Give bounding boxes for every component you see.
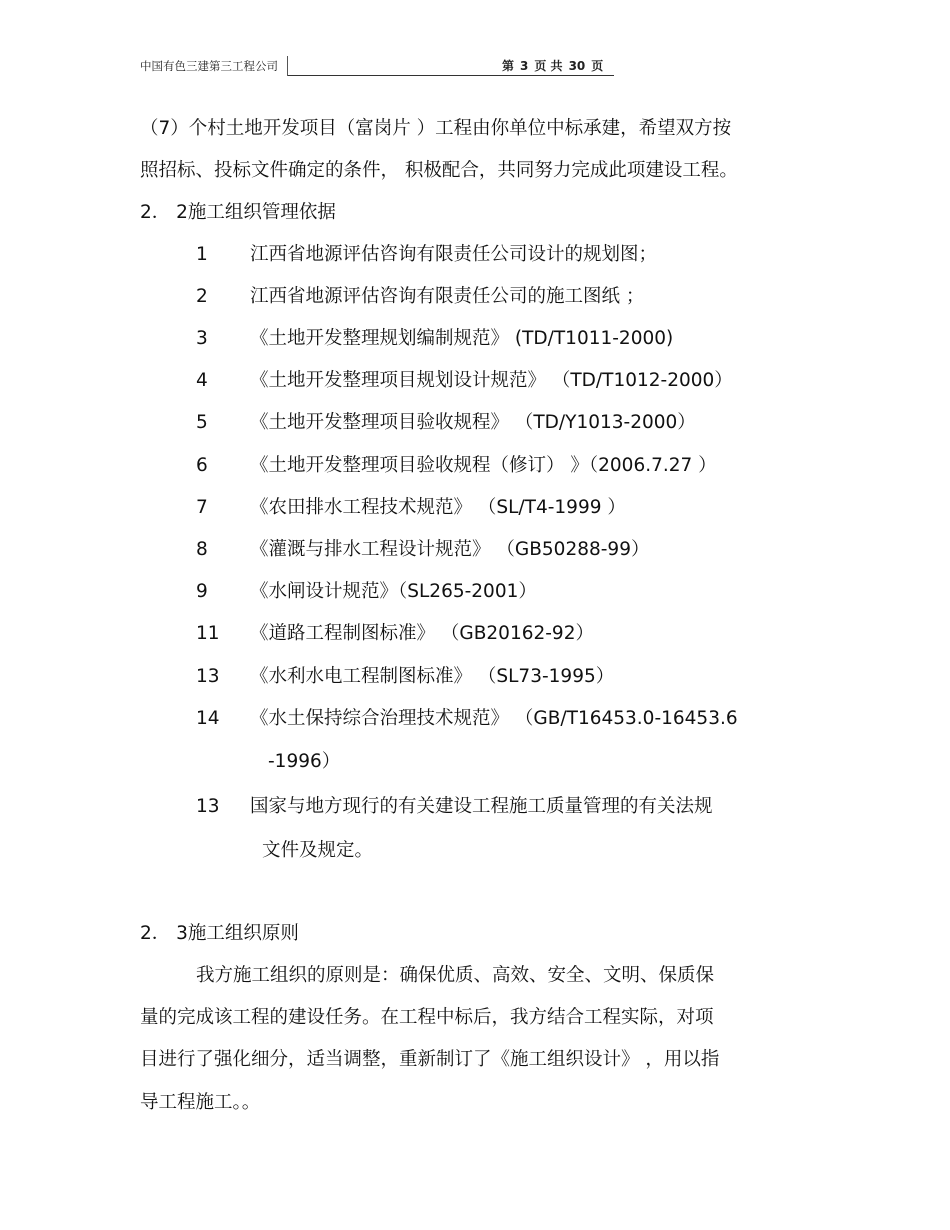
page-number (502, 57, 603, 74)
page-total: 30 (568, 59, 586, 73)
page-label-post: 页 (591, 59, 604, 73)
company-name: 中国有色三建第三工程公司 (140, 59, 278, 73)
list-item-text: 《农田排水工程技术规范》 （SL/T4-1999 ） (250, 497, 626, 518)
list-item-text: 《土地开发整理项目验收规程》 （TD/Y1013-2000） (250, 412, 696, 433)
list-item-continuation: 文件及规定。 (262, 840, 374, 861)
page-header (140, 56, 614, 78)
list-item-number: 2 (196, 286, 208, 307)
list-item-text: 国家与地方现行的有关建设工程施工质量管理的有关法规 (250, 796, 713, 817)
intro-line-1: （7）个村土地开发项目（富岗片 ）工程由你单位中标承建，希望双方按 (140, 118, 732, 139)
list-item-text: 江西省地源评估咨询有限责任公司设计的规划图； (250, 244, 658, 265)
header-separator (287, 56, 288, 76)
list-item-number: 3 (196, 328, 208, 349)
list-item-text: 《水利水电工程制图标准》 （SL73-1995） (250, 666, 615, 687)
list-item-number: 8 (196, 539, 208, 560)
list-item-text: 《土地开发整理项目验收规程（修订） 》（2006.7.27 ） (250, 455, 717, 476)
list-item-continuation: -1996） (268, 751, 341, 772)
list-item-number: 4 (196, 370, 208, 391)
section-22-heading: 2． 2施工组织管理依据 (140, 202, 336, 223)
page-label-pre: 第 (502, 59, 515, 73)
list-item-number: 7 (196, 497, 208, 518)
principle-line-4: 导工程施工。。 (140, 1092, 261, 1113)
list-item-number: 9 (196, 581, 208, 602)
list-item-number: 14 (196, 708, 220, 729)
principle-line-3: 目进行了强化细分，适当调整，重新制订了《施工组织设计》 ，用以指 (140, 1049, 720, 1070)
list-item-text: 《水闸设计规范》（SL265-2001） (250, 581, 537, 602)
list-item-text: 《土地开发整理规划编制规范》 (TD/T1011-2000) (250, 328, 674, 349)
header-rule (288, 75, 614, 76)
principle-line-1: 我方施工组织的原则是：确保优质、高效、安全、文明、保质保 (196, 965, 715, 986)
list-item-number: 5 (196, 412, 208, 433)
list-item-number: 6 (196, 455, 208, 476)
page-label-mid: 页 共 (534, 59, 563, 73)
list-item-text: 《灌溉与排水工程设计规范》 （GB50288-99） (250, 539, 650, 560)
principle-line-2: 量的完成该工程的建设任务。在工程中标后，我方结合工程实际，对项 (140, 1007, 714, 1028)
list-item-text: 《道路工程制图标准》 （GB20162-92） (250, 623, 594, 644)
list-item-number: 13 (196, 796, 220, 817)
list-item-text: 《水土保持综合治理技术规范》 （GB/T16453.0-16453.6 (250, 708, 738, 729)
intro-line-2: 照招标、投标文件确定的条件， 积极配合，共同努力完成此项建设工程。 (140, 160, 738, 181)
list-item-text: 《土地开发整理项目规划设计规范》 （TD/T1012-2000） (250, 370, 733, 391)
list-item-number: 13 (196, 666, 220, 687)
section-23-heading: 2． 3施工组织原则 (140, 923, 299, 944)
list-item-number: 11 (196, 623, 220, 644)
page-current: 3 (520, 59, 529, 73)
list-item-number: 1 (196, 244, 208, 265)
list-item-text: 江西省地源评估咨询有限责任公司的施工图纸 ； (250, 286, 645, 307)
